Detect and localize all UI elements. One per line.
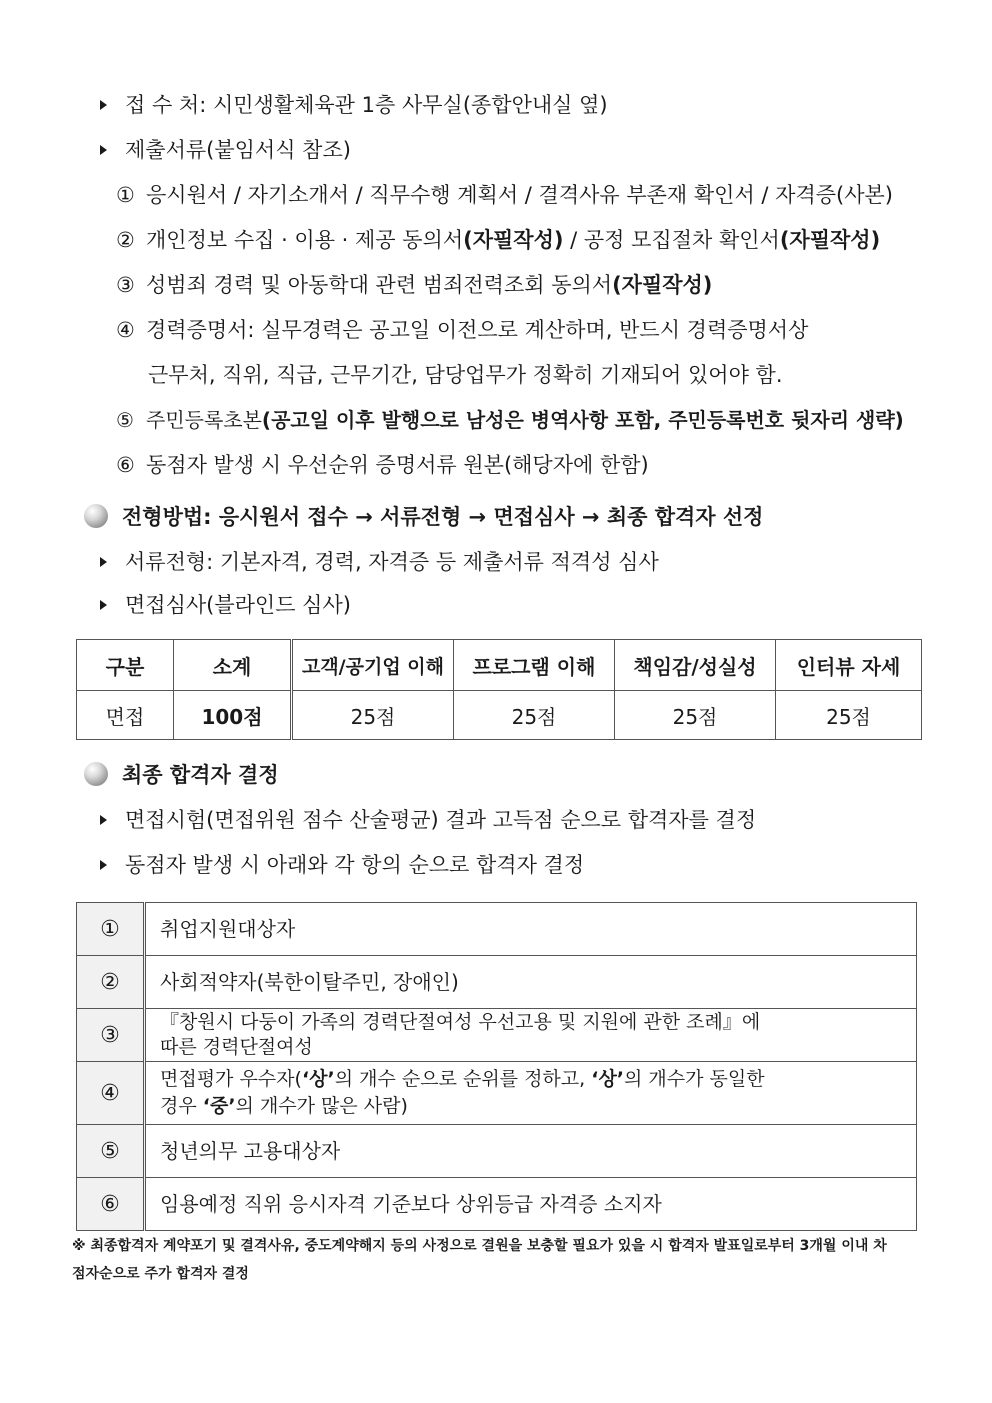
header-responsibility: 책임감/성실성 xyxy=(615,640,776,691)
doc-item-1: ① 응시원서 / 자기소개서 / 직무수행 계획서 / 결격사유 부존재 확인서 / 자격증(사본) xyxy=(116,183,893,207)
priority-number: ② xyxy=(77,956,145,1009)
doc-item-4-cont: 근무처, 직위, 직급, 근무기간, 담당업무가 정확히 기재되어 있어야 함. xyxy=(148,363,783,387)
submission-location: 접 수 처: 시민생활체육관 1층 사무실(종합안내실 옆) xyxy=(100,90,608,120)
priority-number: ③ xyxy=(77,1009,145,1062)
sphere-bullet-icon xyxy=(84,762,108,786)
final-rule-1: 면접시험(면접위원 점수 산술평균) 결과 고득점 순으로 합격자를 결정 xyxy=(100,805,756,835)
final-title: 최종 합격자 결정 xyxy=(84,760,279,790)
bullet-icon xyxy=(100,860,107,870)
priority-text: 취업지원대상자 xyxy=(145,903,917,956)
bullet-icon xyxy=(100,557,107,567)
priority-row xyxy=(77,1178,917,1231)
doc-item-6: ⑥ 동점자 발생 시 우선순위 증명서류 원본(해당자에 한함) xyxy=(116,453,649,477)
sphere-bullet-icon xyxy=(84,504,108,528)
cell-score: 25점 xyxy=(454,691,615,740)
header-subtotal: 소계 xyxy=(174,640,292,691)
score-table-row xyxy=(77,691,922,740)
bullet-icon xyxy=(100,100,107,110)
documents-title: 제출서류(붙임서식 참조) xyxy=(100,135,351,165)
priority-number: ④ xyxy=(77,1062,145,1125)
selection-interview: 면접심사(블라인드 심사) xyxy=(100,590,351,620)
priority-row xyxy=(77,956,917,1009)
footnote: ※ 최종합격자 계약포기 및 결격사유, 중도계약해지 등의 사정으로 결원을 보충할 필요가 있을 시 합격자 발표일로부터 3개월 이내 차 점자순으로 주가 합격자 결정 xyxy=(72,1238,887,1282)
header-program: 프로그램 이해 xyxy=(454,640,615,691)
cell-score: 25점 xyxy=(776,691,922,740)
priority-text: 사회적약자(북한이탈주민, 장애인) xyxy=(145,956,917,1009)
cell-subtotal: 100점 xyxy=(174,691,292,740)
priority-row xyxy=(77,1125,917,1178)
score-table-header xyxy=(77,640,922,691)
priority-text: 면접평가 우수자(‘상’의 개수 순으로 순위를 정하고, ‘상’의 개수가 동일한 경우 ‘중’의 개수가 많은 사람) xyxy=(145,1062,917,1125)
final-rule-2: 동점자 발생 시 아래와 각 항의 순으로 합격자 결정 xyxy=(100,850,584,880)
priority-number: ⑤ xyxy=(77,1125,145,1178)
bullet-icon xyxy=(100,815,107,825)
header-category: 구분 xyxy=(77,640,174,691)
priority-row xyxy=(77,1009,917,1062)
cell-category: 면접 xyxy=(77,691,174,740)
doc-item-4: ④ 경력증명서: 실무경력은 공고일 이전으로 계산하며, 반드시 경력증명서상 xyxy=(116,318,809,342)
cell-score: 25점 xyxy=(615,691,776,740)
priority-table xyxy=(76,902,917,1231)
priority-text: 청년의무 고용대상자 xyxy=(145,1125,917,1178)
header-customer: 고객/공기업 이해 xyxy=(292,640,454,691)
bullet-icon xyxy=(100,600,107,610)
header-attitude: 인터뷰 자세 xyxy=(776,640,922,691)
doc-item-2: ② 개인정보 수집 · 이용 · 제공 동의서(자필작성) / 공정 모집절차 확인서(자필작성) xyxy=(116,228,881,252)
priority-number: ⑥ xyxy=(77,1178,145,1231)
bullet-icon xyxy=(100,145,107,155)
doc-item-5: ⑤ 주민등록초본(공고일 이후 발행으로 남성은 병역사항 포함, 주민등록번호 뒷자리 생략) xyxy=(116,408,904,432)
priority-row xyxy=(77,1062,917,1125)
priority-text: 『창원시 다둥이 가족의 경력단절여성 우선고용 및 지원에 관한 조례』에 따른 경력단절여성 xyxy=(145,1009,917,1062)
priority-number: ① xyxy=(77,903,145,956)
selection-title: 전형방법: 응시원서 접수 → 서류전형 → 면접심사 → 최종 합격자 선정 xyxy=(84,502,763,532)
doc-item-3: ③ 성범죄 경력 및 아동학대 관련 범죄전력조회 동의서(자필작성) xyxy=(116,273,713,297)
cell-score: 25점 xyxy=(292,691,454,740)
score-table xyxy=(76,639,922,740)
priority-row xyxy=(77,903,917,956)
selection-doc-review: 서류전형: 기본자격, 경력, 자격증 등 제출서류 적격성 심사 xyxy=(100,547,659,577)
priority-text: 임용예정 직위 응시자격 기준보다 상위등급 자격증 소지자 xyxy=(145,1178,917,1231)
